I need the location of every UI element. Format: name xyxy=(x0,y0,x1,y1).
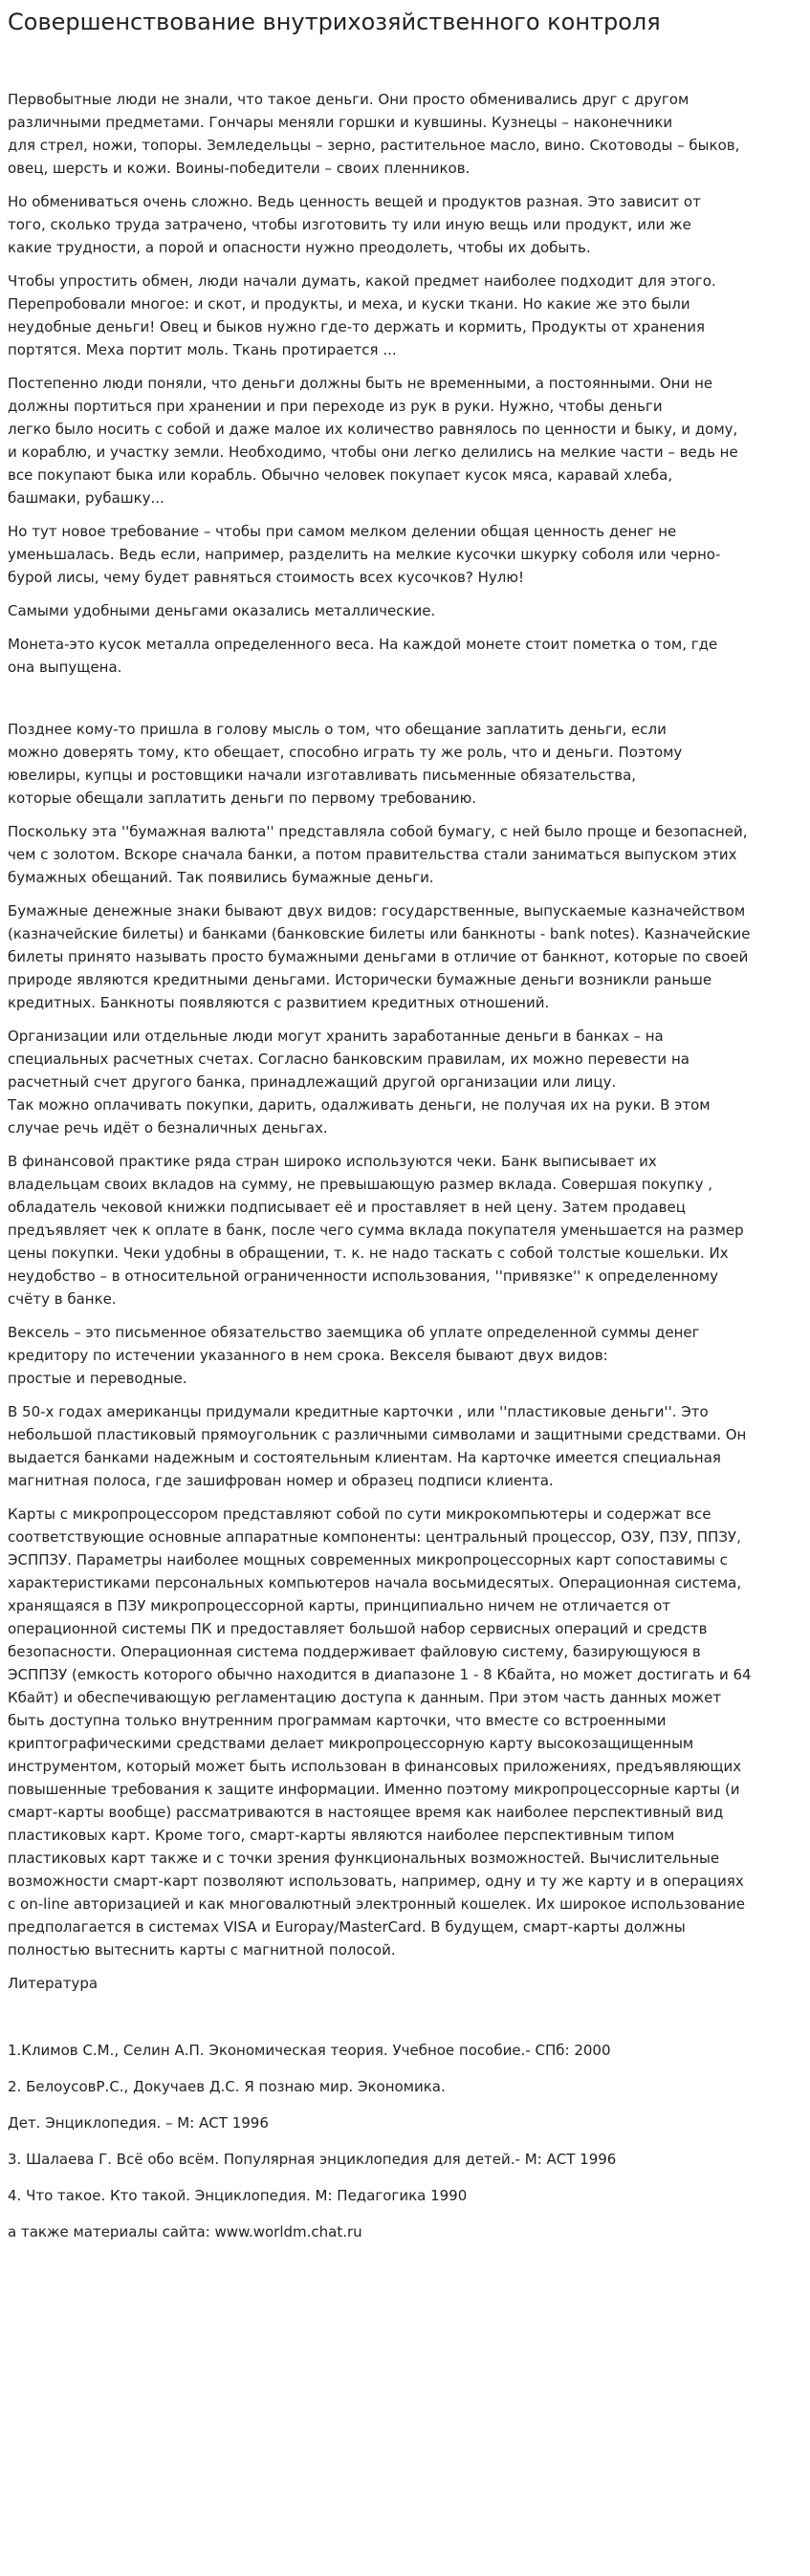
paragraph-paper-money-types: Бумажные денежные знаки бывают двух видов: государственные, выпускаемые казначейством (казначейские билеты) и банками (банковские билеты или банкноты - bank notes). Казначейские билеты принято называть просто бумажными деньгами в отличие от банкнот, которые по своей природе являются кредитными деньгами. Исторически бумажные деньги возникли раньше кредитных. Банкноты появляются с развитием кредитных отношений. xyxy=(8,902,751,1011)
paragraph-metal-money: Самыми удобными деньгами оказались металлические. xyxy=(8,602,436,619)
reference-item: 4. Что такое. Кто такой. Энциклопедия. М: Педагогика 1990 xyxy=(8,2187,468,2204)
paragraph-paper-currency: Поскольку эта ''бумажная валюта'' представляла собой бумагу, с ней было проще и безопасней, чем с золотом. Вскоре сначала банки, а потом правительства стали заниматься выпуском этих бумажных обещаний. Так появились бумажные деньги. xyxy=(8,823,748,886)
paragraph-exchange-difficulty: Но обмениваться очень сложно. Ведь ценность вещей и продуктов разная. Это зависит от того, сколько труда затрачено, чтобы изготовить ту или иную вещь или продукт, или же какие трудности, а порой и опасности нужно преодолеть, чтобы их добыть. xyxy=(8,193,701,256)
spacer xyxy=(8,38,802,88)
section-gap xyxy=(8,689,802,718)
paragraph-simplify-exchange: Чтобы упростить обмен, люди начали думать, какой предмет наиболее подходит для этого. Перепробовали многое: и скот, и продукты, и меха, и куски ткани. Но какие же это были неудобные деньги! Овец и быков нужно где-то держать и кормить, Продукты от хранения портятся. Меха портит моль. Ткань протирается ... xyxy=(8,272,716,358)
paragraph-credit-cards: В 50-х годах американцы придумали кредитные карточки , или ''пластиковые деньги''. Это небольшой пластиковый прямоугольник с различными символами и защитными средствами. Он выдается банками надежным и состоятельным клиентам. На карточке имеется специальная магнитная полоса, где зашифрован номер и образец подписи клиента. xyxy=(8,1403,747,1489)
paragraph-smart-cards: Карты с микропроцессором представляют собой по сути микрокомпьютеры и содержат все соответствующие основные аппаратные компоненты: центральный процессор, ОЗУ, ПЗУ, ППЗУ, ЭСППЗУ. Параметры наиболее мощных современных микропроцессорных карт сопоставимы с характеристиками персональных компьютеров начала восьмидесятых. Операционная система, хранящаяся в ПЗУ микропроцессорной карты, принципиально ничем не отличается от операционной системы ПК и предоставляет большой набор сервисных операций и средств безопасности. Операционная система поддерживает файловую систему, базирующуюся в ЭСППЗУ (емкость которого обычно находится в диапазоне 1 - 8 Кбайта, но может достигать и 64 Кбайт) и обеспечивающую регламентацию доступа к данным. При этом часть данных может быть доступна только внутренним программам карточки, что вместе со встроенными криптографическими средствами делает микропроцессорную карту высокозащищенным инструментом, который может быть использован в финансовых приложениях, предъявляющих повышенные требования к защите информации. Именно поэтому микропроцессорные карты (и смарт-карты вообще) рассматриваются в настоящее время как наиболее перспективный вид пластиковых карт. Кроме того, смарт-карты являются наиболее перспективным типом пластиковых карт также и с точки зрения функциональных возможностей. Вычислительные возможности смарт-карт позволяют использовать, например, одну и ту же карту и в операциях с on-line авторизацией и как многовалютный электронный кошелек. Их широкое использование предполагается в системах VISA и Europay/MasterCard. В будущем, смарт-карты должны полностью вытеснить карты с магнитной полосой. xyxy=(8,1505,752,1959)
reference-item: Дет. Энциклопедия. – М: АСТ 1996 xyxy=(8,2114,269,2132)
paragraph-barter: Первобытные люди не знали, что такое деньги. Они просто обменивались друг с другом различными предметами. Гончары меняли горшки и кувшины. Кузнецы – наконечники для стрел, ножи, топоры. Земледельцы – зерно, растительное масло, вино. Скотоводы – быков, овец, шерсть и кожи. Воины-победители – своих пленников. xyxy=(8,91,740,177)
reference-item: 3. Шалаева Г. Всё обо всём. Популярная энциклопедия для детей.- М: АСТ 1996 xyxy=(8,2151,617,2168)
paragraph-written-obligations: Позднее кому-то пришла в голову мысль о том, что обещание заплатить деньги, если можно доверять тому, кто обещает, способно играть ту же роль, что и деньги. Поэтому ювелиры, купцы и ростовщики начали изготавливать письменные обязательства, которые обещали заплатить деньги по первому требованию. xyxy=(8,721,683,807)
paragraph-bill-of-exchange: Вексель – это письменное обязательство заемщика об уплате определенной суммы денег кредитору по истечении указанного в нем срока. Векселя бывают двух видов: простые и переводные. xyxy=(8,1324,700,1387)
paragraph-new-requirement: Но тут новое требование – чтобы при самом мелком делении общая ценность денег не уменьшалась. Ведь если, например, разделить на мелкие кусочки шкурку соболя или черно- бурой лисы, чему будет равняться стоимость всех кусочков? Нулю! xyxy=(8,523,721,586)
page-title: Совершенствование внутрихозяйственного контроля xyxy=(8,9,661,35)
paragraph-cheques: В финансовой практике ряда стран широко используются чеки. Банк выписывает их владельцам своих вкладов на сумму, не превышающую размер вклада. Совершая покупку , обладатель чековой книжки подписывает её и проставляет в ней цену. Затем продавец предъявляет чек к оплате в банк, после чего сумма вклада покупателя уменьшается на размер цены покупки. Чеки удобны в обращении, т. к. не надо таскать с собой толстые кошельки. Их неудобство – в относительной ограниченности использования, ''привязке'' к определенному счёту в банке. xyxy=(8,1153,744,1308)
paragraph-cashless: Организации или отдельные люди могут хранить заработанные деньги в банках – на специальных расчетных счетах. Согласно банковским правилам, их можно перевести на расчетный счет другого банка, принадлежащий другой организации или лицу. Так можно оплачивать покупки, дарить, одалживать деньги, не получая их на руки. В этом случае речь идёт о безналичных деньгах. xyxy=(8,1028,711,1136)
literature-heading: Литература xyxy=(8,1975,99,1992)
paragraph-permanent-money: Постепенно люди поняли, что деньги должны быть не временными, а постоянными. Они не должны портиться при хранении и при переходе из рук в руки. Нужно, чтобы деньги легко было носить с собой и даже малое их количество равнялось по ценности и быку, и дому, и кораблю, и участку земли. Необходимо, чтобы они легко делились на мелкие части – ведь не все покупают быка или корабль. Обычно человек покупает кусок мяса, каравай хлеба, башмаки, рубашку... xyxy=(8,375,738,507)
reference-item: 1.Климов С.М., Селин А.П. Экономическая теория. Учебное пособие.- СПб: 2000 xyxy=(8,2042,611,2059)
paragraph-coin: Монета-это кусок металла определенного веса. На каждой монете стоит пометка о том, где она выпущена. xyxy=(8,636,718,676)
reference-item: 2. БелоусовР.С., Докучаев Д.С. Я познаю мир. Экономика. xyxy=(8,2078,446,2095)
reference-item: а также материалы сайта: www.worldm.chat.ru xyxy=(8,2223,362,2240)
